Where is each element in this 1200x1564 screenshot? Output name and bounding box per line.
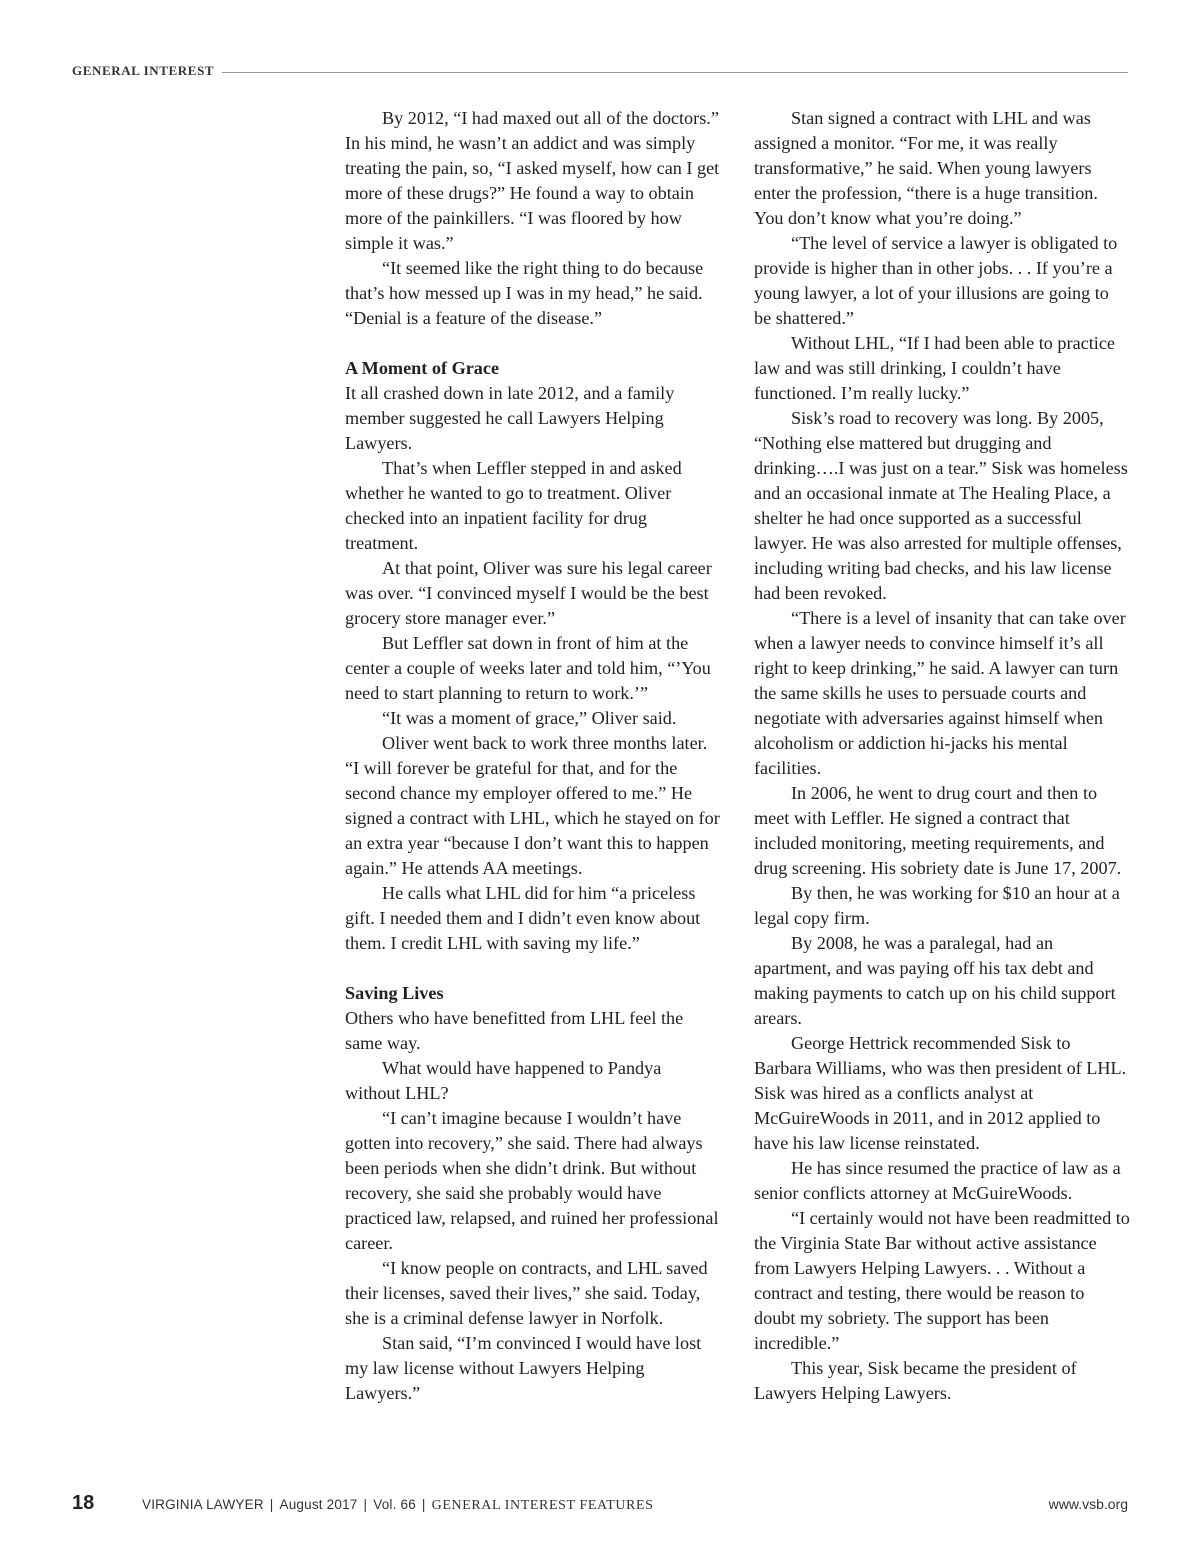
paragraph: He has since resumed the practice of law as a senior conflicts attorney at McGuireWoods. bbox=[754, 1158, 1121, 1203]
paragraph: This year, Sisk became the president of Lawyers Helping Lawyers. bbox=[754, 1358, 1077, 1403]
paragraph: Stan signed a contract with LHL and was assigned a monitor. “For me, it was really transformative,” he said. When young lawyers enter the profession, “there is a huge transition. You don’t know what you’re doing.” bbox=[754, 108, 1098, 228]
paragraph: “I certainly would not have been readmitted to the Virginia State Bar without active assistance from Lawyers Helping Lawyers. . . Without a contract and testing, there would be reason to doubt my sobriety. The support has been incredible.” bbox=[754, 1208, 1130, 1353]
paragraph: He calls what LHL did for him “a priceless gift. I needed them and I didn’t even know about them. I credit LHL with saving my life.” bbox=[345, 883, 701, 953]
section-label: GENERAL INTEREST bbox=[72, 63, 215, 78]
paragraph: But Leffler sat down in front of him at the center a couple of weeks later and told him, “’You need to start planning to return to work.’” bbox=[345, 633, 711, 703]
paragraph: “I can’t imagine because I wouldn’t have gotten into recovery,” she said. There had always been periods when she didn’t drink. But without recovery, she said she probably would have practiced law, relapsed, and ruined her professional career. bbox=[345, 1108, 719, 1253]
paragraph: Stan said, “I’m convinced I would have lost my law license without Lawyers Helping Lawyers.” bbox=[345, 1333, 702, 1403]
paragraph: By 2008, he was a paralegal, had an apartment, and was paying off his tax debt and making payments to catch up on his child support arears. bbox=[754, 933, 1116, 1028]
paragraph: Oliver went back to work three months later. “I will forever be grateful for that, and for the second chance my employer offered to me.” He signed a contract with LHL, which he stayed on for an extra year “because I don’t want this to happen again.” He attends AA meetings. bbox=[345, 733, 720, 878]
paragraph: At that point, Oliver was sure his legal career was over. “I convinced myself I would be the best grocery store manager ever.” bbox=[345, 558, 712, 628]
paragraph: By then, he was working for $10 an hour at a legal copy firm. bbox=[754, 883, 1120, 928]
website-link[interactable]: www.vsb.org bbox=[1048, 1496, 1128, 1512]
paragraph: In 2006, he went to drug court and then to meet with Leffler. He signed a contract that included monitoring, meeting requirements, and drug screening. His sobriety date is June 17, 2007. bbox=[754, 783, 1122, 878]
paragraph: What would have happened to Pandya without LHL? bbox=[345, 1058, 662, 1103]
publication-info bbox=[142, 1497, 654, 1514]
paragraph: “It seemed like the right thing to do because that’s how messed up I was in my head,” he said. “Denial is a feature of the disease.” bbox=[345, 258, 704, 328]
paragraph: George Hettrick recommended Sisk to Barbara Williams, who was then president of LHL. Sisk was hired as a conflicts analyst at McGuireWoods in 2011, and in 2012 applied to have his law license reinstated. bbox=[754, 1033, 1127, 1153]
paragraph: That’s when Leffler stepped in and asked whether he wanted to go to treatment. Oliver checked into an inpatient facility for drug treatment. bbox=[345, 458, 682, 553]
publication-name: VIRGINIA LAWYER bbox=[142, 1497, 264, 1512]
paragraph: “There is a level of insanity that can take over when a lawyer needs to convince himself it’s all right to keep drinking,” he said. A lawyer can turn the same skills he uses to persuade courts and negotiate with adversaries against himself when alcoholism or addiction hi-jacks his mental facilities. bbox=[754, 608, 1126, 778]
paragraph: Sisk’s road to recovery was long. By 2005, “Nothing else mattered but drugging and drinking….I was just on a tear.” Sisk was homeless and an occasional inmate at The Healing Place, a shelter he had once supported as a successful lawyer. He was also arrested for multiple offenses, including writing bad checks, and his law license had been revoked. bbox=[754, 408, 1128, 603]
page-header bbox=[72, 60, 1128, 82]
paragraph: Without LHL, “If I had been able to practice law and was still drinking, I couldn’t have functioned. I’m really lucky.” bbox=[754, 333, 1115, 403]
left-column bbox=[345, 106, 721, 1406]
subheading-saving-lives: Saving Lives bbox=[345, 983, 444, 1003]
paragraph: “It was a moment of grace,” Oliver said. bbox=[382, 708, 677, 728]
footer-separator: | bbox=[363, 1497, 368, 1512]
subheading-moment-of-grace: A Moment of Grace bbox=[345, 358, 500, 378]
paragraph: “The level of service a lawyer is obligated to provide is higher than in other jobs. . . If you’re a young lawyer, a lot of your illusions are going to be shattered.” bbox=[754, 233, 1118, 328]
header-rule bbox=[222, 72, 1128, 73]
paragraph: It all crashed down in late 2012, and a family member suggested he call Lawyers Helping Lawyers. bbox=[345, 383, 675, 453]
footer-separator: | bbox=[269, 1497, 274, 1512]
paragraph: By 2012, “I had maxed out all of the doctors.” In his mind, he wasn’t an addict and was simply treating the pain, so, “I asked myself, how can I get more of these drugs?” He found a way to obtain more of the painkillers. “I was floored by how simple it was.” bbox=[345, 108, 720, 253]
footer-section: GENERAL INTEREST FEATURES bbox=[431, 1498, 654, 1513]
footer-separator: | bbox=[421, 1497, 426, 1512]
paragraph: Others who have benefitted from LHL feel the same way. bbox=[345, 1008, 684, 1053]
paragraph: “I know people on contracts, and LHL saved their licenses, saved their lives,” she said. Today, she is a criminal defense lawyer in Norfolk. bbox=[345, 1258, 708, 1328]
page-number: 18 bbox=[72, 1492, 95, 1514]
page-footer bbox=[72, 1492, 1128, 1518]
right-column bbox=[754, 106, 1130, 1406]
issue-date: August 2017 bbox=[279, 1497, 358, 1512]
volume: Vol. 66 bbox=[373, 1497, 416, 1512]
